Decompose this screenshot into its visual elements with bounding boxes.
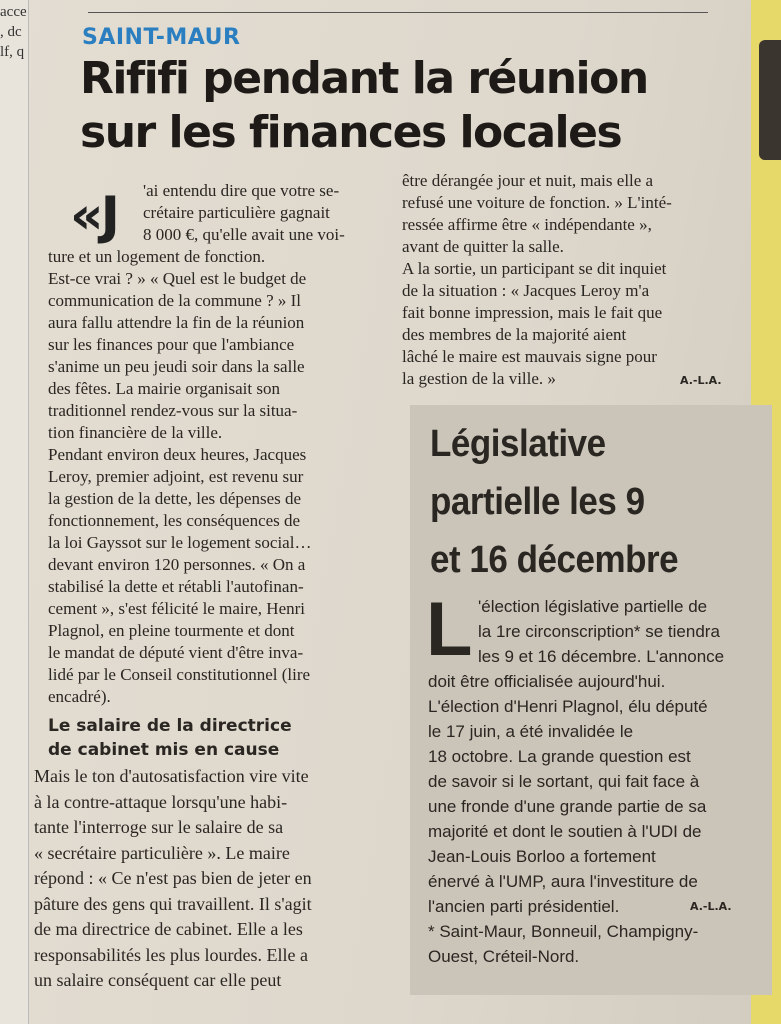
text-line: 18 octobre. La grande question est — [428, 747, 691, 766]
text-line: devant environ 120 personnes. « On a — [48, 555, 306, 574]
divider — [88, 12, 708, 13]
text-line: de savoir si le sortant, qui fait face à — [428, 772, 700, 791]
text-line: responsabilités les plus lourdes. Elle a — [34, 944, 308, 965]
text-line: à la contre-attaque lorsqu'une habi- — [34, 791, 288, 812]
text-line: des fêtes. La mairie organisait son — [48, 379, 280, 398]
body-column-left — [48, 180, 345, 708]
drop-cap: «J — [70, 186, 117, 246]
text-line: Plagnol, en pleine tourmente et dont — [48, 621, 295, 640]
text-line: aura fallu attendre la fin de la réunion — [48, 313, 305, 332]
text-line: la 1re circonscription* se tiendra — [478, 622, 720, 641]
text-line: crétaire particulière gagnait — [143, 203, 330, 222]
text-line: de la situation : « Jacques Leroy m'a — [402, 281, 650, 300]
headline — [80, 52, 648, 160]
text-line: de ma directrice de cabinet. Elle a les — [34, 919, 303, 939]
edge-text: acce — [0, 4, 27, 20]
text-line: la gestion de la dette, les dépenses de — [48, 489, 302, 508]
text-line: « secrétaire particulière ». Le maire — [34, 842, 290, 863]
text-line: Leroy, premier adjoint, est revenu sur — [48, 467, 304, 486]
text-line: L'élection d'Henri Plagnol, élu député — [428, 697, 708, 716]
body-column-left-continued — [34, 764, 312, 994]
text-line: un salaire conséquent car elle peut — [34, 970, 282, 990]
text-line: fait bonne impression, mais le fait que — [402, 303, 663, 322]
text-line: fonctionnement, les conséquences de — [48, 511, 301, 530]
text-line: lâché le maire est mauvais signe pour — [402, 347, 657, 366]
text-line: Jean-Louis Borloo a fortement — [428, 847, 656, 866]
text-line: ture et un logement de fonction. — [48, 247, 266, 266]
author-signature: A.-L.A. — [680, 374, 722, 387]
text-line: la gestion de la ville. » — [402, 369, 556, 388]
text-line: tion financière de la ville. — [48, 423, 223, 442]
box-title-line: et 16 décembre — [430, 539, 679, 581]
text-line: stabilisé la dette et rétabli l'autofinan- — [48, 577, 304, 596]
text-line: Est-ce vrai ? » « Quel est le budget de — [48, 269, 307, 288]
text-line: 8 000 €, qu'elle avait une voi- — [143, 225, 345, 244]
text-line: * Saint-Maur, Bonneuil, Champigny- — [428, 922, 699, 941]
headline-line: Rififi pendant la réunion — [80, 53, 648, 104]
text-line: énervé à l'UMP, aura l'investiture de — [428, 872, 698, 891]
box-signature: A.-L.A. — [690, 900, 732, 913]
headline-line: sur les finances locales — [80, 107, 622, 158]
text-line: être dérangée jour et nuit, mais elle a — [402, 171, 654, 190]
text-line: sur les finances pour que l'ambiance — [48, 335, 295, 354]
text-line: A la sortie, un participant se dit inquiet — [402, 259, 667, 278]
text-line: s'anime un peu jeudi soir dans la salle — [48, 357, 305, 376]
box-drop-cap: L — [426, 587, 473, 672]
text-line: répond : « Ce n'est pas bien de jeter en — [34, 868, 312, 888]
box-title-line: Législative — [430, 423, 606, 465]
text-line: refusé une voiture de fonction. » L'inté- — [402, 193, 672, 212]
subheading — [48, 714, 292, 762]
edge-text: lf, q — [0, 44, 25, 60]
subheading-line: de cabinet mis en cause — [48, 740, 280, 760]
text-line: Pendant environ deux heures, Jacques — [48, 445, 307, 464]
section-kicker: SAINT-MAUR — [82, 25, 241, 50]
text-line: Mais le ton d'autosatisfaction vire vite — [34, 766, 309, 786]
text-line: traditionnel rendez-vous sur la situa- — [48, 401, 298, 420]
box-body — [426, 587, 725, 969]
text-line: pâture des gens qui travaillent. Il s'agit — [34, 893, 312, 914]
text-line: ressée affirme être « indépendante », — [402, 215, 652, 234]
text-line: encadré). — [48, 687, 111, 706]
text-line: l'ancien parti présidentiel. — [428, 897, 620, 916]
body-column-right — [402, 170, 672, 390]
edge-text: , dc — [0, 24, 22, 40]
text-line: la loi Gayssot sur le logement social… — [48, 533, 312, 552]
text-line: cement », s'est félicité le maire, Henri — [48, 599, 306, 618]
text-line: le mandat de député vient d'être inva- — [48, 643, 304, 662]
text-line: communication de la commune ? » Il — [48, 291, 302, 310]
text-line: tante l'interroge sur le salaire de sa — [34, 817, 284, 837]
box-title — [430, 415, 678, 589]
text-line: une fronde d'une grande partie de sa — [428, 797, 707, 816]
text-line: le 17 juin, a été invalidée le — [428, 722, 634, 741]
box-title-line: partielle les 9 — [430, 481, 645, 523]
text-line: 'ai entendu dire que votre se- — [143, 181, 340, 200]
text-line: majorité et dont le soutien à l'UDI de — [428, 822, 702, 841]
adjacent-page-edge — [0, 0, 29, 1024]
text-line: lidé par le Conseil constitutionnel (lire — [48, 665, 311, 684]
text-line: 'élection législative partielle de — [478, 597, 708, 616]
text-line: les 9 et 16 décembre. L'annonce — [478, 647, 725, 666]
text-line: Ouest, Créteil-Nord. — [428, 947, 580, 966]
page-tab — [759, 40, 781, 160]
text-line: des membres de la majorité aient — [402, 325, 627, 344]
subheading-line: Le salaire de la directrice — [48, 716, 292, 736]
text-line: doit être officialisée aujourd'hui. — [428, 672, 666, 691]
text-line: avant de quitter la salle. — [402, 237, 564, 256]
